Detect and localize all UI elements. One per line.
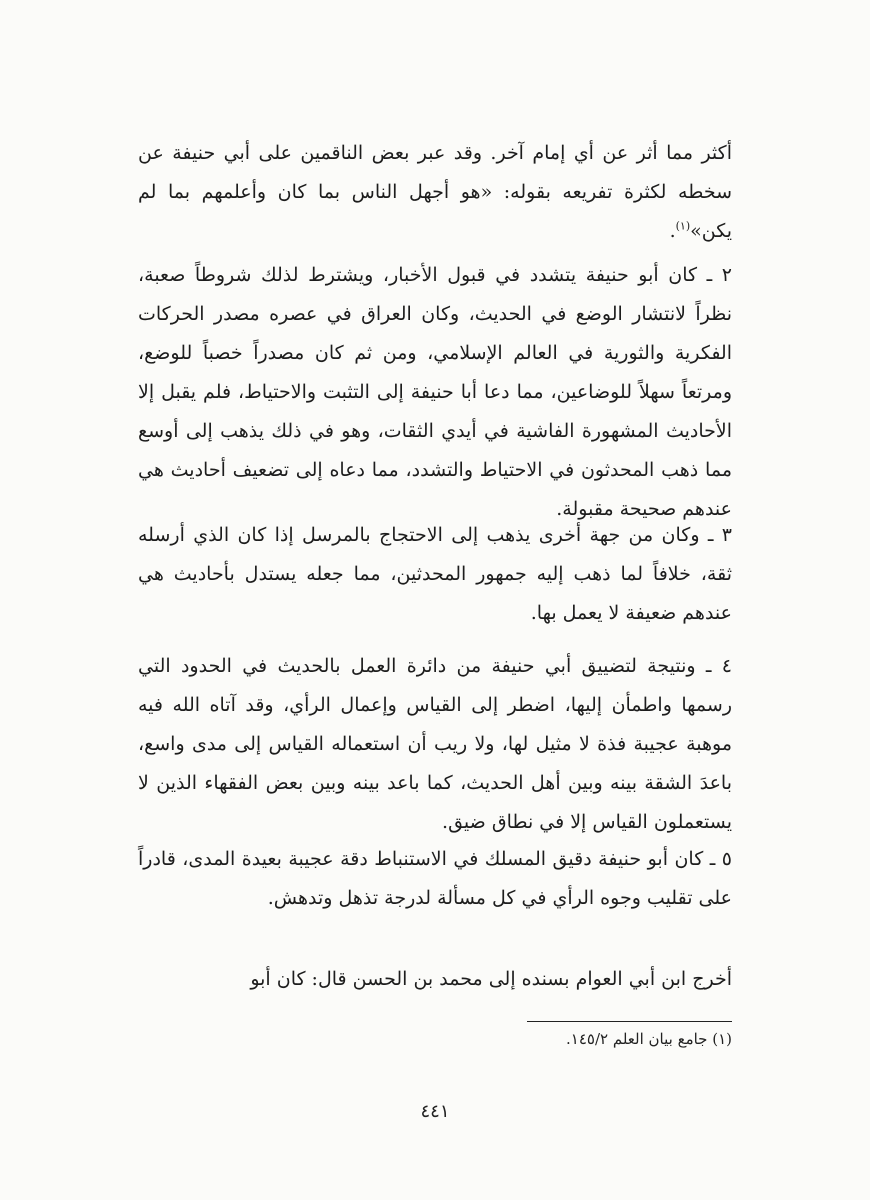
- footnote-divider: [527, 1021, 732, 1022]
- paragraph-3: ٣ ـ وكان من جهة أخرى يذهب إلى الاحتجاج بالمرسل إذا كان الذي أرسله ثقة، خلافاً لما ذهب إليه جمهور المحدثين، مما جعله يستدل بأحاديث هي عندهم ضعيفة لا يعمل بها.: [138, 524, 732, 624]
- paragraph-1: [138, 134, 732, 251]
- page-number: ٤٤١: [420, 1101, 450, 1122]
- paragraph-4: ٤ ـ ونتيجة لتضييق أبي حنيفة من دائرة العمل بالحديث في الحدود التي رسمها واطمأن إليها، اضطر إلى القياس وإعمال الرأي، وقد آتاه الله فيه موهبة عجيبة فذة لا مثيل لها، ولا ريب أن استعماله القياس إلى مدى واسع، باعدَ الشقة بينه وبين أهل الحديث، كما باعد بينه وبين بعض الفقهاء الذين لا يستعملون القياس إلا في نطاق ضيق.: [138, 655, 732, 833]
- paragraph-2: ٢ ـ كان أبو حنيفة يتشدد في قبول الأخبار، ويشترط لذلك شروطاً صعبة، نظراً لانتشار الوضع في الحديث، وكان العراق في عصره مصدر الحركات الفكرية والثورية في العالم الإسلامي، ومن ثم كان مصدراً خصباً للوضع، ومرتعاً سهلاً للوضاعين، مما دعا أبا حنيفة إلى التثبت والاحتياط، فلم يقبل إلا الأحاديث المشهورة الفاشية في أيدي الثقات، وهو في ذلك يذهب إلى أوسع مما ذهب المحدثون في الاحتياط والتشدد، مما دعاه إلى تضعيف أحاديث هي عندهم صحيحة مقبولة.: [138, 264, 732, 520]
- footnote: (١) جامع بيان العلم ١٤٥/٢.: [566, 1030, 732, 1048]
- paragraph-1-tail: .: [669, 220, 676, 242]
- footnote-reference: (١): [675, 219, 691, 233]
- paragraph-5: ٥ ـ كان أبو حنيفة دقيق المسلك في الاستنباط دقة عجيبة بعيدة المدى، قادراً على تقليب وجوه الرأي في كل مسألة لدرجة تذهل وتدهش.: [138, 848, 732, 909]
- paragraph-6: أخرج ابن أبي العوام بسنده إلى محمد بن الحسن قال: كان أبو: [250, 968, 732, 990]
- paragraph-1-text: أكثر مما أثر عن أي إمام آخر. وقد عبر بعض الناقمين على أبي حنيفة عن سخطه لكثرة تفريعه بقوله: «هو أجهل الناس بما كان وأعلمهم بما لم يكن»: [138, 142, 732, 242]
